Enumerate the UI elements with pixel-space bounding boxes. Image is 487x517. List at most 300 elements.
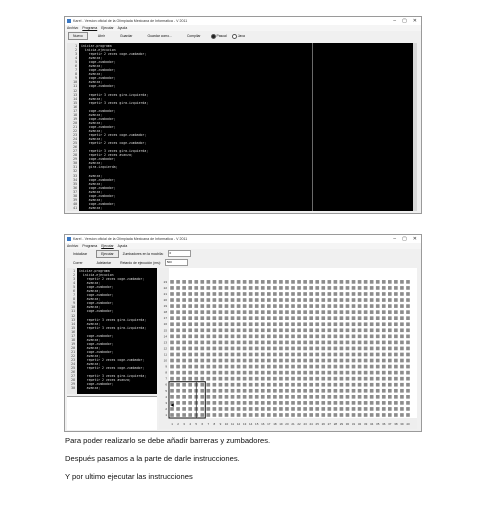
world-corner [170, 292, 174, 296]
menu-ayuda[interactable]: Ayuda [117, 26, 128, 30]
world-corner [358, 347, 362, 351]
world-corner [255, 335, 259, 339]
world-corner [315, 365, 319, 369]
world-corner [255, 347, 259, 351]
world-corner [376, 335, 380, 339]
world-corner [334, 280, 338, 284]
world-corner [297, 383, 301, 387]
world-corner [315, 377, 319, 381]
world-corner [237, 347, 241, 351]
world-corner [207, 395, 211, 399]
world-corner [231, 413, 235, 417]
world-corner [406, 286, 410, 290]
world-corner [406, 298, 410, 302]
delay-field[interactable]: 500 [165, 259, 188, 266]
beepers-field[interactable]: 0 [168, 250, 191, 257]
world-corner [207, 365, 211, 369]
world-corner [328, 310, 332, 314]
world-corner [315, 280, 319, 284]
world-corner [225, 322, 229, 326]
y-axis-number: 4 [165, 394, 167, 399]
world-corner [334, 365, 338, 369]
world-corner [213, 413, 217, 417]
world-corner [406, 365, 410, 369]
world-corner [194, 359, 198, 363]
world-corner [188, 413, 192, 417]
world-corner [352, 292, 356, 296]
world-corner [388, 292, 392, 296]
world-corner [352, 335, 356, 339]
world-corner [334, 413, 338, 417]
beepers-label: Zumbadores en la mochila: [122, 251, 164, 256]
world-corner [400, 298, 404, 302]
caption-3: Y por ultimo ejecutar las instrucciones [65, 472, 193, 481]
world-corner [249, 395, 253, 399]
world-corner [346, 322, 350, 326]
world-corner [182, 322, 186, 326]
world-corner [237, 383, 241, 387]
world-corner [309, 298, 313, 302]
line-number: 11 [71, 309, 75, 314]
world-corner [340, 292, 344, 296]
world-corner [273, 310, 277, 314]
initialize-button[interactable]: Inicializar [73, 251, 88, 256]
world-corner [358, 316, 362, 320]
world-corner [376, 286, 380, 290]
karel-world[interactable] [159, 268, 417, 429]
line-number: 30 [73, 161, 77, 166]
world-corner [200, 280, 204, 284]
world-corner [394, 359, 398, 363]
execute-button[interactable]: Ejecutar [96, 250, 118, 258]
line-number: 21 [71, 349, 75, 354]
world-corner [376, 371, 380, 375]
world-corner [321, 353, 325, 357]
world-corner [370, 304, 374, 308]
world-corner [303, 401, 307, 405]
world-corner [213, 280, 217, 284]
world-corner [194, 298, 198, 302]
world-corner [346, 328, 350, 332]
world-corner [225, 383, 229, 387]
world-corner [309, 304, 313, 308]
world-corner [291, 395, 295, 399]
world-corner [394, 335, 398, 339]
world-corner [170, 347, 174, 351]
world-corner [249, 353, 253, 357]
line-number: 29 [71, 382, 75, 387]
world-corner [249, 316, 253, 320]
world-corner [225, 292, 229, 296]
world-corner [388, 401, 392, 405]
world-corner [267, 407, 271, 411]
world-corner [334, 341, 338, 345]
world-corner [200, 377, 204, 381]
world-corner [328, 298, 332, 302]
line-number: 8 [75, 72, 77, 77]
world-corner [219, 395, 223, 399]
world-corner [225, 365, 229, 369]
world-corner [219, 389, 223, 393]
world-corner [394, 377, 398, 381]
world-corner [364, 407, 368, 411]
world-corner [273, 328, 277, 332]
world-corner [219, 413, 223, 417]
x-axis-number: 12 [236, 422, 241, 426]
world-corner [334, 407, 338, 411]
world-corner [170, 298, 174, 302]
world-corner [394, 401, 398, 405]
world-corner [176, 286, 180, 290]
open-button[interactable]: Abrir [97, 34, 105, 38]
world-corner [273, 316, 277, 320]
world-corner [388, 353, 392, 357]
world-corner [328, 280, 332, 284]
world-corner [176, 310, 180, 314]
minimize-icon[interactable]: – [393, 18, 397, 24]
world-corner [188, 298, 192, 302]
world-corner [285, 316, 289, 320]
karel-app-icon [67, 19, 71, 23]
line-number: 15 [73, 100, 77, 105]
world-corner [291, 316, 295, 320]
world-corner [255, 304, 259, 308]
world-corner [309, 407, 313, 411]
world-corner [334, 328, 338, 332]
world-corner [176, 377, 180, 381]
x-axis-number: 16 [261, 422, 265, 426]
world-corner [176, 365, 180, 369]
world-corner [406, 413, 410, 417]
world-corner [200, 322, 204, 326]
world-corner [182, 286, 186, 290]
world-corner [182, 310, 186, 314]
world-corner [188, 395, 192, 399]
world-corner [207, 377, 211, 381]
world-corner [394, 389, 398, 393]
world-corner [267, 310, 271, 314]
line-number: 18 [71, 337, 75, 342]
y-axis-number: 6 [165, 382, 167, 387]
world-corner [243, 328, 247, 332]
world-corner [321, 316, 325, 320]
menu-programa[interactable]: Programa [82, 26, 98, 30]
world-corner [291, 298, 295, 302]
world-corner [297, 395, 301, 399]
code-editor[interactable] [67, 43, 417, 211]
world-corner [394, 413, 398, 417]
code-text[interactable]: iniciar-programa inicia-ejecucion repetir 2 veces coge-zumbador; avanza; coge-zumbador; avanza; coge-zumbador; avanza; coge-zumbador; avanza; coge-zumbador; repetir 3 veces gira-izquierda; avanza; repetir 3 veces gira-izquierda; coge-zumbador; avanza; coge-zumbador; avanza; coge-zumbador; avanza; repetir 2 veces coge-zumbador; avanza; repetir 2 veces coge-zumbador; repetir 3 veces gira-izquierda; repetir 2 veces avanza; coge-zumbador; avanza; [79, 269, 147, 391]
execution-body [67, 268, 417, 429]
world-corner [358, 310, 362, 314]
world-corner [303, 292, 307, 296]
world-corner [382, 359, 386, 363]
world-corner [400, 280, 404, 284]
x-axis-number: 22 [297, 422, 301, 426]
world-corner [188, 347, 192, 351]
world-corner [388, 341, 392, 345]
world-corner [249, 286, 253, 290]
world-corner [279, 316, 283, 320]
world-corner [303, 377, 307, 381]
world-corner [182, 328, 186, 332]
world-corner [188, 359, 192, 363]
vertical-scrollbar[interactable] [413, 43, 417, 211]
world-corner [303, 383, 307, 387]
world-corner [261, 389, 265, 393]
line-number: 7 [75, 68, 77, 73]
y-axis-number: 21 [163, 291, 167, 296]
world-corner [231, 395, 235, 399]
world-corner [358, 322, 362, 326]
world-corner [176, 328, 180, 332]
line-number-gutter [67, 43, 79, 211]
save-button[interactable]: Guardar [119, 34, 133, 38]
world-corner [388, 335, 392, 339]
code-editor[interactable] [67, 268, 157, 394]
menu-ejecutar[interactable]: Ejecutar [101, 26, 114, 30]
line-number: 20 [71, 345, 75, 350]
world-corner [231, 286, 235, 290]
radio-pascal[interactable] [211, 34, 227, 39]
world-grid[interactable] [159, 268, 417, 429]
world-corner [309, 292, 313, 296]
world-corner [352, 365, 356, 369]
world-corner [285, 395, 289, 399]
world-corner [225, 353, 229, 357]
y-axis-number: 11 [163, 352, 167, 357]
world-corner [364, 322, 368, 326]
world-corner [340, 347, 344, 351]
world-corner [352, 286, 356, 290]
world-corner [340, 328, 344, 332]
line-number: 26 [73, 145, 77, 150]
world-corner [370, 316, 374, 320]
world-corner [364, 413, 368, 417]
maximize-icon[interactable]: ▢ [402, 18, 407, 24]
menu-programa[interactable]: Programa [82, 244, 98, 248]
world-corner [261, 401, 265, 405]
world-corner [267, 359, 271, 363]
world-corner [376, 347, 380, 351]
world-corner [279, 377, 283, 381]
code-text[interactable]: iniciar-programa inicia-ejecucion repetir 2 veces coge-zumbador; avanza; coge-zumbador; avanza; coge-zumbador; avanza; coge-zumbador; avanza; coge-zumbador; repetir 3 veces gira-izquierda; avanza; repetir 3 veces gira-izquierda; coge-zumbador; avanza; coge-zumbador; avanza; coge-zumbador; avanza; repetir 2 veces coge-zumbador; avanza; repetir 2 veces coge-zumbador; repetir 3 veces gira-izquierda; repetir 2 veces avanza; coge-zumbador; avanza; gira-izquierda; avanza; coge-zumbador; avanza; coge-zumbador; avanza; coge-zumbador; avanza; coge-zumbador; avanza; [81, 44, 149, 210]
line-number: 28 [71, 378, 75, 383]
world-corner [279, 353, 283, 357]
karel-robot-icon: ◂ [170, 402, 174, 410]
line-number: 13 [73, 92, 77, 97]
world-corner [261, 359, 265, 363]
world-corner [285, 328, 289, 332]
world-corner [400, 365, 404, 369]
world-corner [237, 328, 241, 332]
world-corner [303, 389, 307, 393]
world-corner [346, 371, 350, 375]
line-number: 22 [71, 353, 75, 358]
world-corner [261, 304, 265, 308]
world-corner [219, 335, 223, 339]
world-corner [273, 395, 277, 399]
world-corner [382, 280, 386, 284]
world-corner [200, 341, 204, 345]
world-corner [388, 413, 392, 417]
world-corner [207, 322, 211, 326]
world-corner [303, 341, 307, 345]
menu-archivo[interactable]: Archivo [67, 26, 79, 30]
world-corner [315, 353, 319, 357]
world-corner [297, 389, 301, 393]
world-corner [200, 365, 204, 369]
world-corner [346, 395, 350, 399]
run-button[interactable]: Correr [73, 260, 83, 265]
world-corner [273, 359, 277, 363]
world-corner [321, 286, 325, 290]
world-corner [382, 371, 386, 375]
world-corner [364, 280, 368, 284]
world-corner [388, 359, 392, 363]
world-corner [321, 359, 325, 363]
world-corner [352, 377, 356, 381]
menu-ejecutar[interactable]: Ejecutar [101, 244, 114, 248]
menu-ayuda[interactable]: Ayuda [117, 244, 128, 248]
world-corner [309, 389, 313, 393]
world-corner [194, 341, 198, 345]
world-corner [346, 280, 350, 284]
world-corner [346, 341, 350, 345]
world-corner [328, 389, 332, 393]
x-axis-number: 5 [195, 422, 198, 426]
world-corner [273, 341, 277, 345]
world-corner [321, 347, 325, 351]
world-corner [267, 322, 271, 326]
y-axis-number: 13 [163, 340, 167, 345]
world-corner [364, 395, 368, 399]
world-corner [255, 316, 259, 320]
world-corner [340, 413, 344, 417]
world-corner [315, 383, 319, 387]
world-corner [340, 304, 344, 308]
world-corner [182, 401, 186, 405]
screenshot-editor [64, 16, 422, 214]
y-axis-number: 8 [165, 370, 167, 375]
world-corner [176, 280, 180, 284]
world-corner [303, 298, 307, 302]
world-corner [303, 395, 307, 399]
world-corner [340, 353, 344, 357]
world-corner [213, 377, 217, 381]
world-corner [297, 328, 301, 332]
world-corner [358, 280, 362, 284]
world-corner [200, 286, 204, 290]
world-corner [213, 304, 217, 308]
world-corner [219, 371, 223, 375]
world-corner [291, 328, 295, 332]
menu-archivo[interactable]: Archivo [67, 244, 79, 248]
world-corner [237, 371, 241, 375]
world-corner [400, 304, 404, 308]
world-corner [388, 304, 392, 308]
world-corner [188, 341, 192, 345]
world-corner [334, 316, 338, 320]
new-button[interactable]: Nuevo [68, 32, 88, 40]
world-corner [334, 322, 338, 326]
world-corner [400, 347, 404, 351]
world-corner [309, 347, 313, 351]
world-corner [267, 286, 271, 290]
world-corner [364, 328, 368, 332]
world-corner [261, 316, 265, 320]
step-button[interactable]: Adelantar [96, 260, 112, 265]
line-number: 12 [71, 313, 75, 318]
world-corner [358, 328, 362, 332]
world-corner [291, 371, 295, 375]
close-icon[interactable]: ✕ [412, 18, 417, 24]
world-corner [188, 365, 192, 369]
world-corner [394, 280, 398, 284]
world-corner [182, 383, 186, 387]
world-corner [321, 341, 325, 345]
line-number: 12 [73, 88, 77, 93]
world-corner [231, 298, 235, 302]
close-icon[interactable]: ✕ [412, 236, 417, 242]
world-corner [261, 335, 265, 339]
world-corner [406, 389, 410, 393]
line-number: 9 [75, 76, 77, 81]
world-corner [285, 341, 289, 345]
world-corner [346, 389, 350, 393]
minimize-icon[interactable]: – [393, 236, 397, 242]
world-corner [406, 292, 410, 296]
world-corner [315, 328, 319, 332]
x-axis-number: 6 [201, 422, 204, 426]
world-corner [394, 310, 398, 314]
world-corner [382, 353, 386, 357]
radio-java[interactable] [232, 34, 245, 39]
world-corner [334, 383, 338, 387]
world-corner [249, 341, 253, 345]
world-corner [358, 407, 362, 411]
world-corner [182, 395, 186, 399]
save-as-button[interactable]: Guardar como... [147, 34, 172, 38]
world-corner [321, 322, 325, 326]
world-corner [394, 328, 398, 332]
world-corner [370, 389, 374, 393]
world-corner [225, 286, 229, 290]
world-corner [376, 322, 380, 326]
world-corner [267, 353, 271, 357]
world-corner [279, 383, 283, 387]
world-corner [200, 359, 204, 363]
compile-button[interactable]: Compilar [186, 34, 201, 38]
caption-1: Para poder realizarlo se debe añadir barreras y zumbadores. [65, 436, 271, 445]
world-corner [321, 389, 325, 393]
x-axis-number: 4 [189, 422, 192, 426]
world-corner [297, 286, 301, 290]
maximize-icon[interactable]: ▢ [402, 236, 407, 242]
world-corner [358, 365, 362, 369]
world-corner [315, 359, 319, 363]
world-corner [207, 286, 211, 290]
world-corner [358, 377, 362, 381]
world-corner [352, 328, 356, 332]
world-corner [255, 401, 259, 405]
world-corner [376, 292, 380, 296]
world-corner [182, 341, 186, 345]
world-corner [364, 304, 368, 308]
world-corner [297, 316, 301, 320]
world-corner [328, 395, 332, 399]
world-corner [364, 316, 368, 320]
